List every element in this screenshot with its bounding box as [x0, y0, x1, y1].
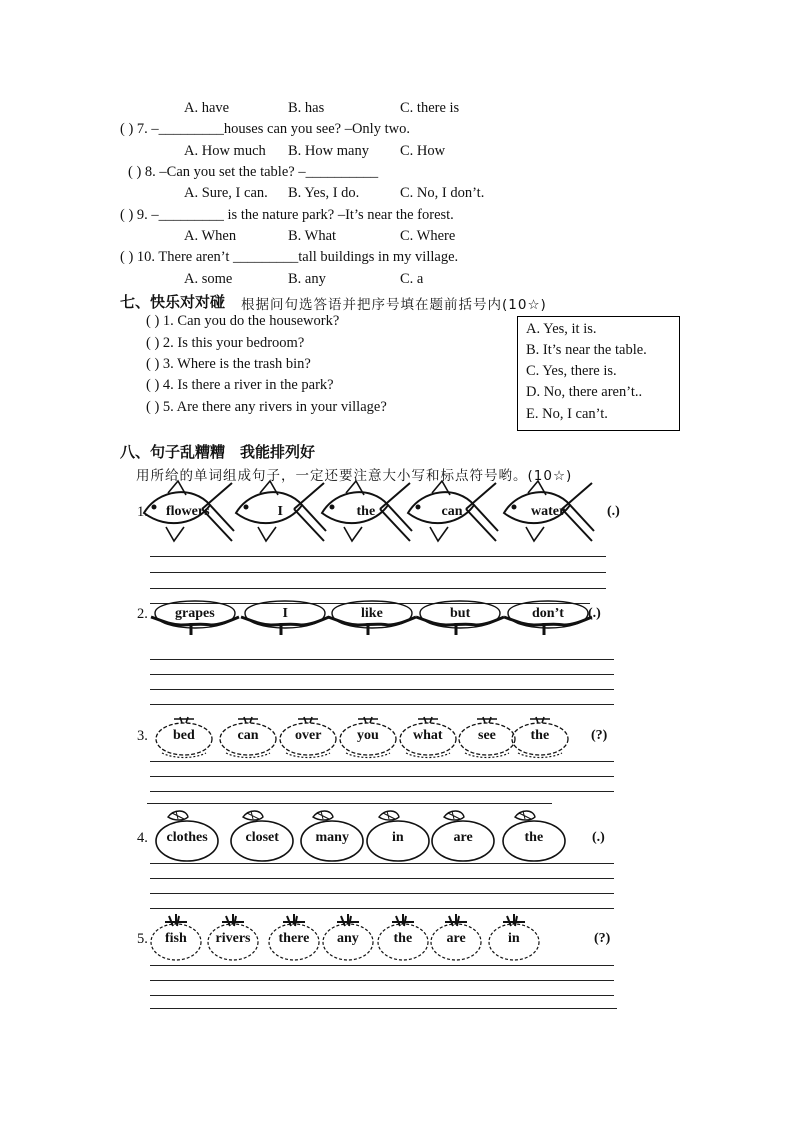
word-card: bed: [173, 728, 195, 743]
answer-line[interactable]: [150, 908, 614, 909]
answer-line[interactable]: [150, 572, 606, 573]
q6-option-b: B. has: [288, 100, 325, 116]
answer-line[interactable]: [150, 556, 606, 557]
question-8: ( ) 8. –Can you set the table? –__________: [128, 164, 379, 180]
word-card: rivers: [215, 931, 251, 946]
word-card: many: [315, 830, 349, 845]
word-card: can: [237, 728, 259, 743]
answer-c: C. Yes, there is.: [526, 363, 617, 379]
word-card: grapes: [175, 606, 215, 621]
section-7-instruction: 根据问句选答语并把序号填在题前括号内(10☆): [241, 297, 547, 313]
q7-option-a: A. How much: [184, 143, 266, 159]
answer-line[interactable]: [150, 674, 614, 675]
word-card: the: [356, 504, 376, 519]
word-card: there: [278, 931, 310, 946]
answer-line[interactable]: [147, 803, 552, 804]
word-card: fish: [165, 931, 187, 946]
word-card: but: [450, 606, 471, 621]
answer-line[interactable]: [150, 704, 614, 705]
item-number: 3.: [137, 728, 148, 744]
answer-line[interactable]: [150, 659, 614, 660]
end-punctuation: (.): [588, 606, 601, 621]
question-10: ( ) 10. There aren’t _________tall buildings in my village.: [120, 249, 459, 265]
word-card: in: [392, 830, 404, 845]
word-card: the: [393, 931, 413, 946]
word-card: any: [337, 931, 359, 946]
answer-line[interactable]: [150, 878, 614, 879]
word-card: like: [361, 606, 383, 621]
q6-option-c: C. there is: [400, 100, 460, 116]
s7-question-3: ( ) 3. Where is the trash bin?: [146, 356, 311, 372]
word-card: in: [508, 931, 520, 946]
word-card: closet: [245, 830, 279, 845]
s7-question-1: ( ) 1. Can you do the housework?: [146, 313, 340, 329]
end-punctuation: (?): [591, 728, 608, 743]
word-card: over: [295, 728, 322, 743]
word-card: you: [357, 728, 379, 743]
answer-a: A. Yes, it is.: [526, 321, 597, 337]
answer-d: D. No, there aren’t..: [526, 384, 643, 400]
end-punctuation: (?): [594, 931, 611, 946]
q9-option-b: B. What: [288, 228, 337, 244]
word-card: clothes: [166, 830, 208, 845]
answer-line[interactable]: [150, 776, 614, 777]
answer-line[interactable]: [150, 1008, 617, 1009]
answer-line[interactable]: [150, 791, 614, 792]
s7-question-4: ( ) 4. Is there a river in the park?: [146, 377, 334, 393]
item-number: 2.: [137, 606, 148, 622]
section-8-instruction: 用所给的单词组成句子，一定还要注意大小写和标点符号哟。(10☆): [136, 468, 573, 484]
word-card: can: [441, 504, 463, 519]
item-number: 4.: [137, 830, 148, 846]
section-8-title: 八、句子乱糟糟 我能排列好: [120, 443, 316, 461]
word-card: I: [282, 606, 288, 621]
q8-option-b: B. Yes, I do.: [288, 185, 360, 201]
word-card: the: [524, 830, 544, 845]
word-card: I: [277, 504, 283, 519]
answer-line[interactable]: [150, 863, 614, 864]
answer-e: E. No, I can’t.: [526, 406, 608, 422]
item-number: 5.: [137, 931, 148, 947]
answer-line[interactable]: [150, 965, 614, 966]
answer-line[interactable]: [150, 995, 614, 996]
q8-option-c: C. No, I don’t.: [400, 185, 485, 201]
question-9: ( ) 9. –_________ is the nature park? –It’s near the forest.: [120, 207, 454, 223]
word-card: the: [530, 728, 550, 743]
item-number: 1.: [137, 504, 148, 520]
section-7-title: 七、快乐对对碰: [120, 293, 226, 311]
answer-b: B. It’s near the table.: [526, 342, 647, 358]
word-card: don’t: [532, 606, 564, 621]
answer-line[interactable]: [150, 980, 614, 981]
q6-option-a: A. have: [184, 100, 230, 116]
answer-line[interactable]: [150, 761, 614, 762]
end-punctuation: (.): [592, 830, 605, 845]
word-card: are: [453, 830, 473, 845]
q7-option-b: B. How many: [288, 143, 369, 159]
q9-option-c: C. Where: [400, 228, 456, 244]
answer-line[interactable]: [150, 893, 614, 894]
word-card: what: [413, 728, 443, 743]
answer-line[interactable]: [150, 689, 614, 690]
q8-option-a: A. Sure, I can.: [184, 185, 268, 201]
s7-question-2: ( ) 2. Is this your bedroom?: [146, 335, 305, 351]
answer-box: [517, 316, 680, 431]
q10-option-c: C. a: [400, 271, 424, 287]
word-card: flowers: [166, 504, 210, 519]
q7-option-c: C. How: [400, 143, 446, 159]
question-7: ( ) 7. –_________houses can you see? –Only two.: [120, 121, 410, 137]
q9-option-a: A. When: [184, 228, 237, 244]
word-card: water: [531, 504, 566, 519]
s7-question-5: ( ) 5. Are there any rivers in your village?: [146, 399, 387, 415]
word-card: are: [446, 931, 466, 946]
end-punctuation: (.): [607, 504, 620, 519]
q10-option-b: B. any: [288, 271, 326, 287]
answer-line[interactable]: [150, 588, 606, 589]
word-card: see: [478, 728, 496, 743]
q10-option-a: A. some: [184, 271, 233, 287]
